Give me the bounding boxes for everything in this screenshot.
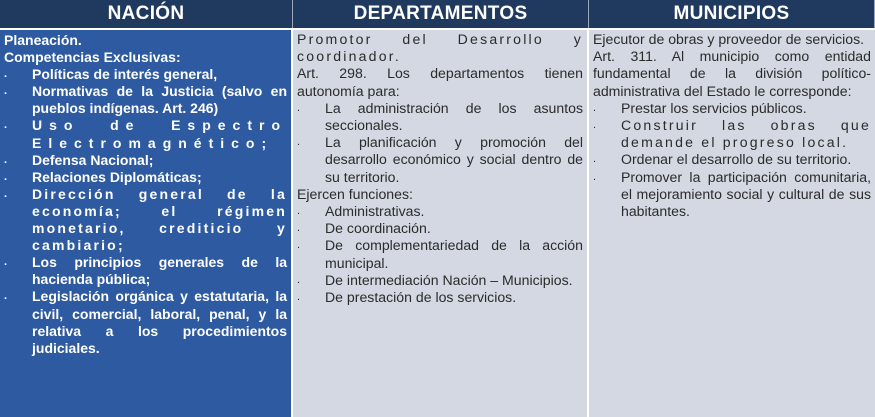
list-item: . Relaciones Diplomáticas; (4, 168, 202, 185)
list-item: . Defensa Nacional; (4, 151, 154, 168)
departamentos-funciones-title: Ejercen funciones: (297, 185, 413, 202)
header-departamentos: DEPARTAMENTOS (293, 0, 589, 28)
list-item: . Normativas de la Justicia (salvo en pueblos indígenas. Art. 246) (4, 83, 287, 117)
list-item: . Construir las obras que demande el progreso local. (593, 117, 871, 151)
departamentos-rol: Promotor del Desarrollo y coordinador. (297, 31, 583, 65)
nacion-list (4, 66, 287, 357)
departamentos-funciones-list (297, 203, 583, 306)
list-item: . Los principios generales de la hacienda pública; (4, 254, 287, 288)
list-item: . De coordinación. (297, 220, 431, 237)
municipios-art-311: Art. 311. Al municipio como entidad fundamental de la división político-administrativa del Estado le corresponde: (593, 48, 871, 99)
municipios-rol: Ejecutor de obras y proveedor de servicios. (593, 31, 865, 47)
list-item: . De prestación de los servicios. (297, 289, 517, 306)
municipios-cell (589, 28, 875, 417)
list-item: . La planificación y promoción del desarrollo económico y social dentro de su territorio. (297, 134, 583, 185)
list-item: . Políticas de interés general, (4, 66, 218, 83)
nacion-cell (0, 28, 293, 417)
list-item: . Dirección general de la economía; el régimen monetario, crediticio y cambiario; (4, 185, 287, 254)
list-item: . Ordenar el desarrollo de su territorio. (593, 151, 852, 168)
header-municipios: MUNICIPIOS (589, 0, 875, 28)
departamentos-cell (293, 28, 589, 417)
list-item: . Promover la participación comunitaria, el mejoramiento social y cultural de sus habitantes. (593, 168, 871, 220)
nacion-intro-competencias: Competencias Exclusivas: (4, 49, 181, 66)
nacion-intro-planeacion: Planeación. (4, 32, 82, 48)
list-item: . La administración de los asuntos seccionales. (297, 99, 583, 134)
municipios-list (593, 100, 871, 220)
list-item: . Administrativas. (297, 203, 425, 220)
departamentos-autonomia-list (297, 100, 583, 186)
list-item: . De intermediación Nación – Municipios. (297, 271, 573, 288)
header-nacion: NACIÓN (0, 0, 293, 28)
list-item: . Legislación orgánica y estatutaria, la civil, comercial, laboral, penal, y la relativa a los procedimientos judiciales. (4, 288, 287, 356)
list-item: . Prestar los servicios públicos. (593, 99, 807, 116)
list-item: . Uso de Espectro Electromagnético; (4, 117, 287, 151)
list-item: . De complementariedad de la acción municipal. (297, 237, 583, 271)
departamentos-art-298: Art. 298. Los departamentos tienen autonomía para: (297, 65, 583, 99)
